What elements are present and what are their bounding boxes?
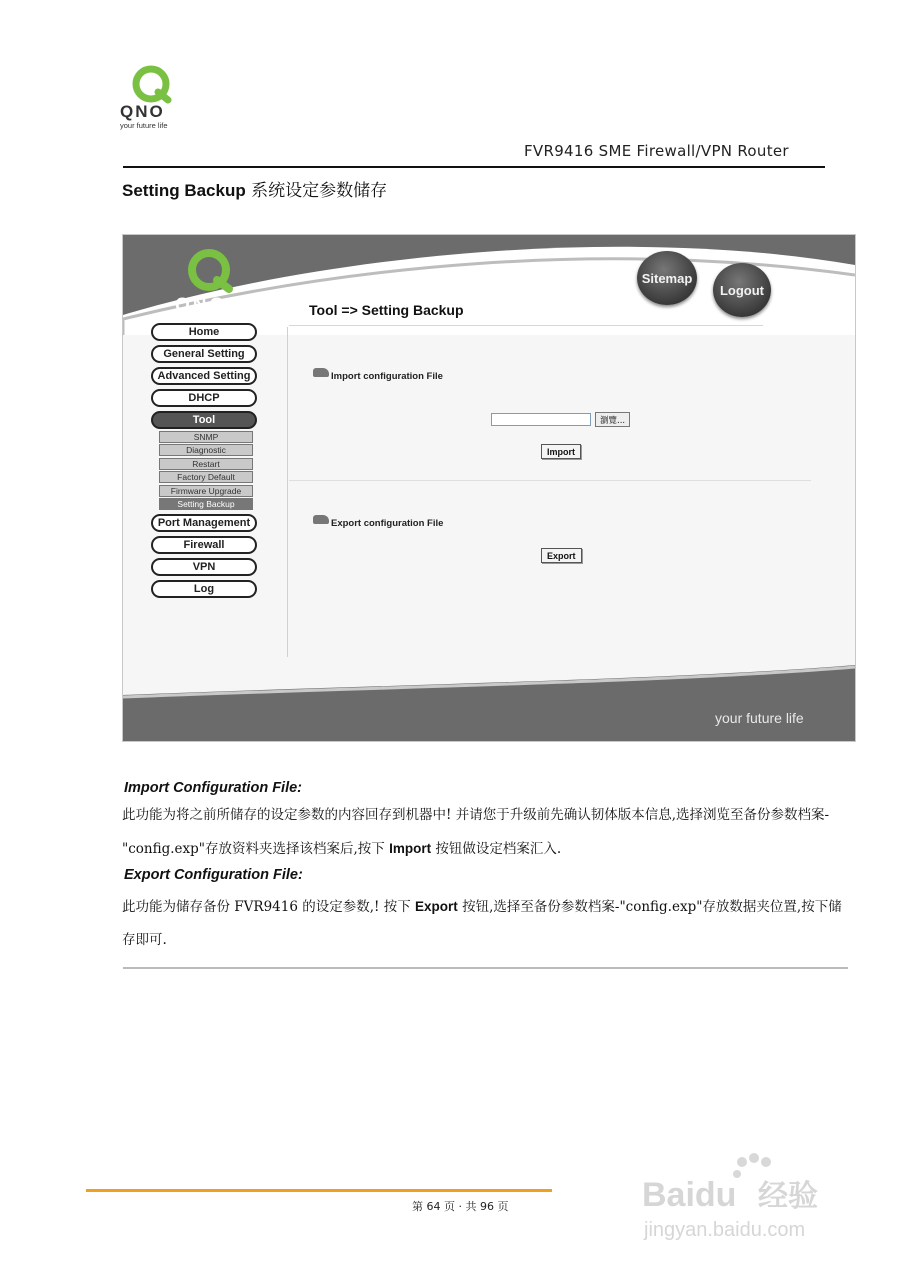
subnav-restart[interactable]: Restart: [159, 458, 253, 470]
import-section-label: Import configuration File: [331, 371, 443, 382]
svg-text:经验: 经验: [758, 1179, 818, 1214]
baidu-watermark: [640, 1150, 850, 1250]
svg-text:your future life: your future life: [120, 121, 168, 130]
page-number: 第 64 页 · 共 96 页: [412, 1200, 509, 1213]
export-section-label: Export configuration File: [331, 518, 444, 529]
browse-button[interactable]: 瀏覽...: [595, 412, 630, 427]
title-rule: [289, 325, 763, 326]
subnav-snmp[interactable]: SNMP: [159, 431, 253, 443]
export-paragraph: [122, 890, 850, 957]
svg-text:QNO: QNO: [175, 295, 228, 316]
subnav-diagnostic[interactable]: Diagnostic: [159, 444, 253, 456]
sitemap-button[interactable]: Sitemap: [637, 251, 697, 305]
content-end-rule: [123, 967, 848, 969]
import-text-a: 此功能为将之前所储存的设定参数的内容回存到机器中! 并请您于升级前先确认韧体版本信息,选择浏览至备份参数档案-"config.exp"存放资料夹选择该档案后,按下: [122, 807, 830, 857]
import-heading: Import Configuration File:: [124, 780, 303, 796]
section-divider: [289, 480, 811, 481]
subnav-firmware-upgrade[interactable]: Firmware Upgrade: [159, 485, 253, 497]
svg-text:QNO: QNO: [120, 102, 165, 121]
header-rule: [123, 166, 825, 168]
export-heading: Export Configuration File:: [124, 867, 303, 883]
nav-log[interactable]: Log: [151, 580, 257, 598]
document-title: FVR9416 SME Firewall/VPN Router: [524, 142, 789, 160]
export-text-b: 按钮,选择至备份参数档案-"config.exp"存放数据夹位置,按下储存即可.: [122, 899, 842, 948]
section-heading: [122, 176, 387, 201]
nav-advanced-setting[interactable]: Advanced Setting: [151, 367, 257, 385]
svg-text:jingyan.baidu.com: jingyan.baidu.com: [644, 1219, 806, 1241]
import-keyword: Import: [389, 841, 432, 856]
router-qno-logo[interactable]: [175, 245, 249, 317]
logout-button[interactable]: Logout: [713, 263, 771, 317]
export-bullet-icon: [313, 515, 329, 524]
subnav-factory-default[interactable]: Factory Default: [159, 471, 253, 483]
svg-text:Baidu: Baidu: [642, 1176, 737, 1214]
footer-rule: [86, 1189, 552, 1192]
nav-firewall[interactable]: Firewall: [151, 536, 257, 554]
nav-home[interactable]: Home: [151, 323, 257, 341]
import-text-b: 按钮做设定档案汇入.: [431, 841, 562, 857]
router-page-title: Tool => Setting Backup: [309, 302, 464, 318]
footer-swoosh: [123, 665, 855, 741]
export-keyword: Export: [415, 899, 458, 914]
router-screenshot: [122, 234, 856, 742]
import-button[interactable]: Import: [541, 444, 581, 459]
subnav-setting-backup[interactable]: Setting Backup: [159, 498, 253, 510]
export-text-a: 此功能为储存备份 FVR9416 的设定参数,! 按下: [122, 899, 416, 915]
nav-tool[interactable]: Tool: [151, 411, 257, 429]
nav-dhcp[interactable]: DHCP: [151, 389, 257, 407]
import-bullet-icon: [313, 368, 329, 377]
qno-logo: [118, 62, 188, 132]
section-title-cn: 系统设定参数储存: [251, 181, 388, 201]
router-tagline: your future life: [715, 710, 804, 726]
config-file-input[interactable]: [491, 413, 591, 426]
nav-port-management[interactable]: Port Management: [151, 514, 257, 532]
content-divider: [287, 327, 288, 657]
nav-vpn[interactable]: VPN: [151, 558, 257, 576]
export-button[interactable]: Export: [541, 548, 582, 563]
section-title-en: Setting Backup: [122, 181, 246, 200]
nav-general-setting[interactable]: General Setting: [151, 345, 257, 363]
import-paragraph: [122, 799, 850, 866]
